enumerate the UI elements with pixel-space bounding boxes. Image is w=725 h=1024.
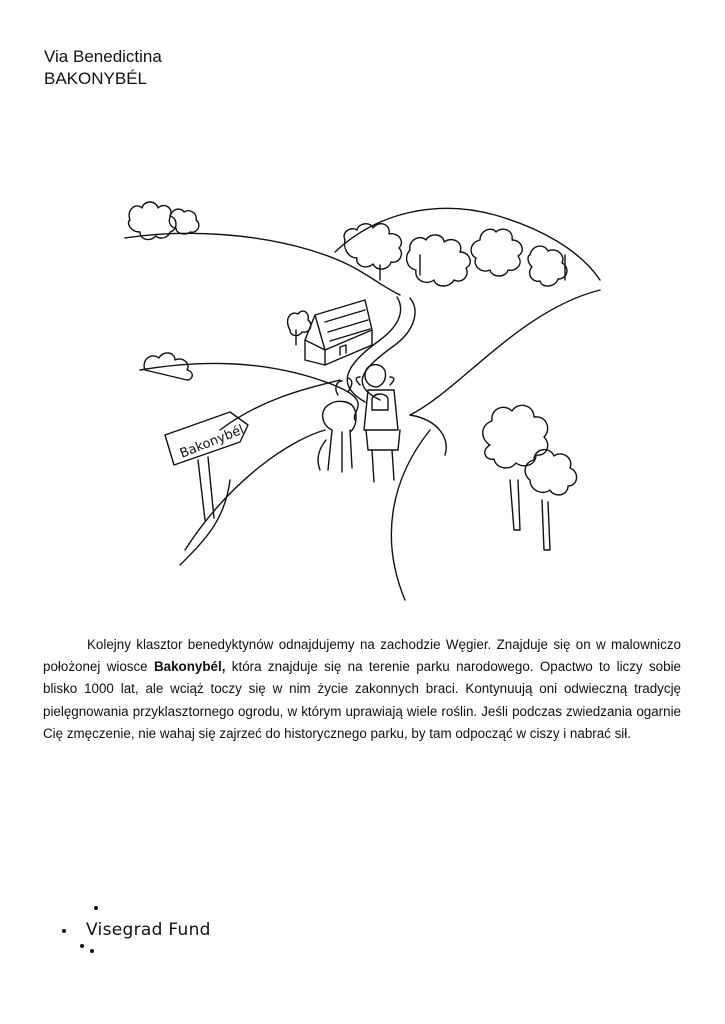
landscape-illustration: [110, 180, 610, 610]
sign-text: Bakonybél: [177, 422, 247, 462]
logo-text: Visegrad Fund: [86, 920, 211, 940]
header-line-1: Via Benedictina: [44, 47, 162, 66]
header-line-2: BAKONYBÉL: [44, 69, 147, 88]
tree-cluster-right: [344, 224, 567, 286]
village-name: Bakonybél,: [153, 659, 226, 675]
paragraph: Kolejny klasztor benedyktynów odnajdujemy na zachodzie Węgier. Znajduje się on w malowniczo położonej wiosce Bakonybél, która znajduje się na terenie parku narodowego. Opactwo to liczy sobie blisko 1000 lat, ale wciąż toczy się w nim życie zakonnych braci. Kontynuują oni odwieczną tradycję pielęgnowania przyklasztornego ogrodu, w którym uprawiają wiele roślin. Jeśli podczas zwiedzania ogarnie Cię zmęczenie, nie wahaj się zajrzeć do historycznego parku, by tam odpocząć w ciszy i nabrać sił.: [43, 637, 681, 741]
visegrad-fund-logo: [56, 900, 256, 960]
donkey: [318, 378, 356, 472]
article-text: [43, 634, 681, 745]
tree-group-foreground: [483, 405, 577, 550]
page-header: [44, 46, 162, 90]
house: [288, 300, 372, 365]
